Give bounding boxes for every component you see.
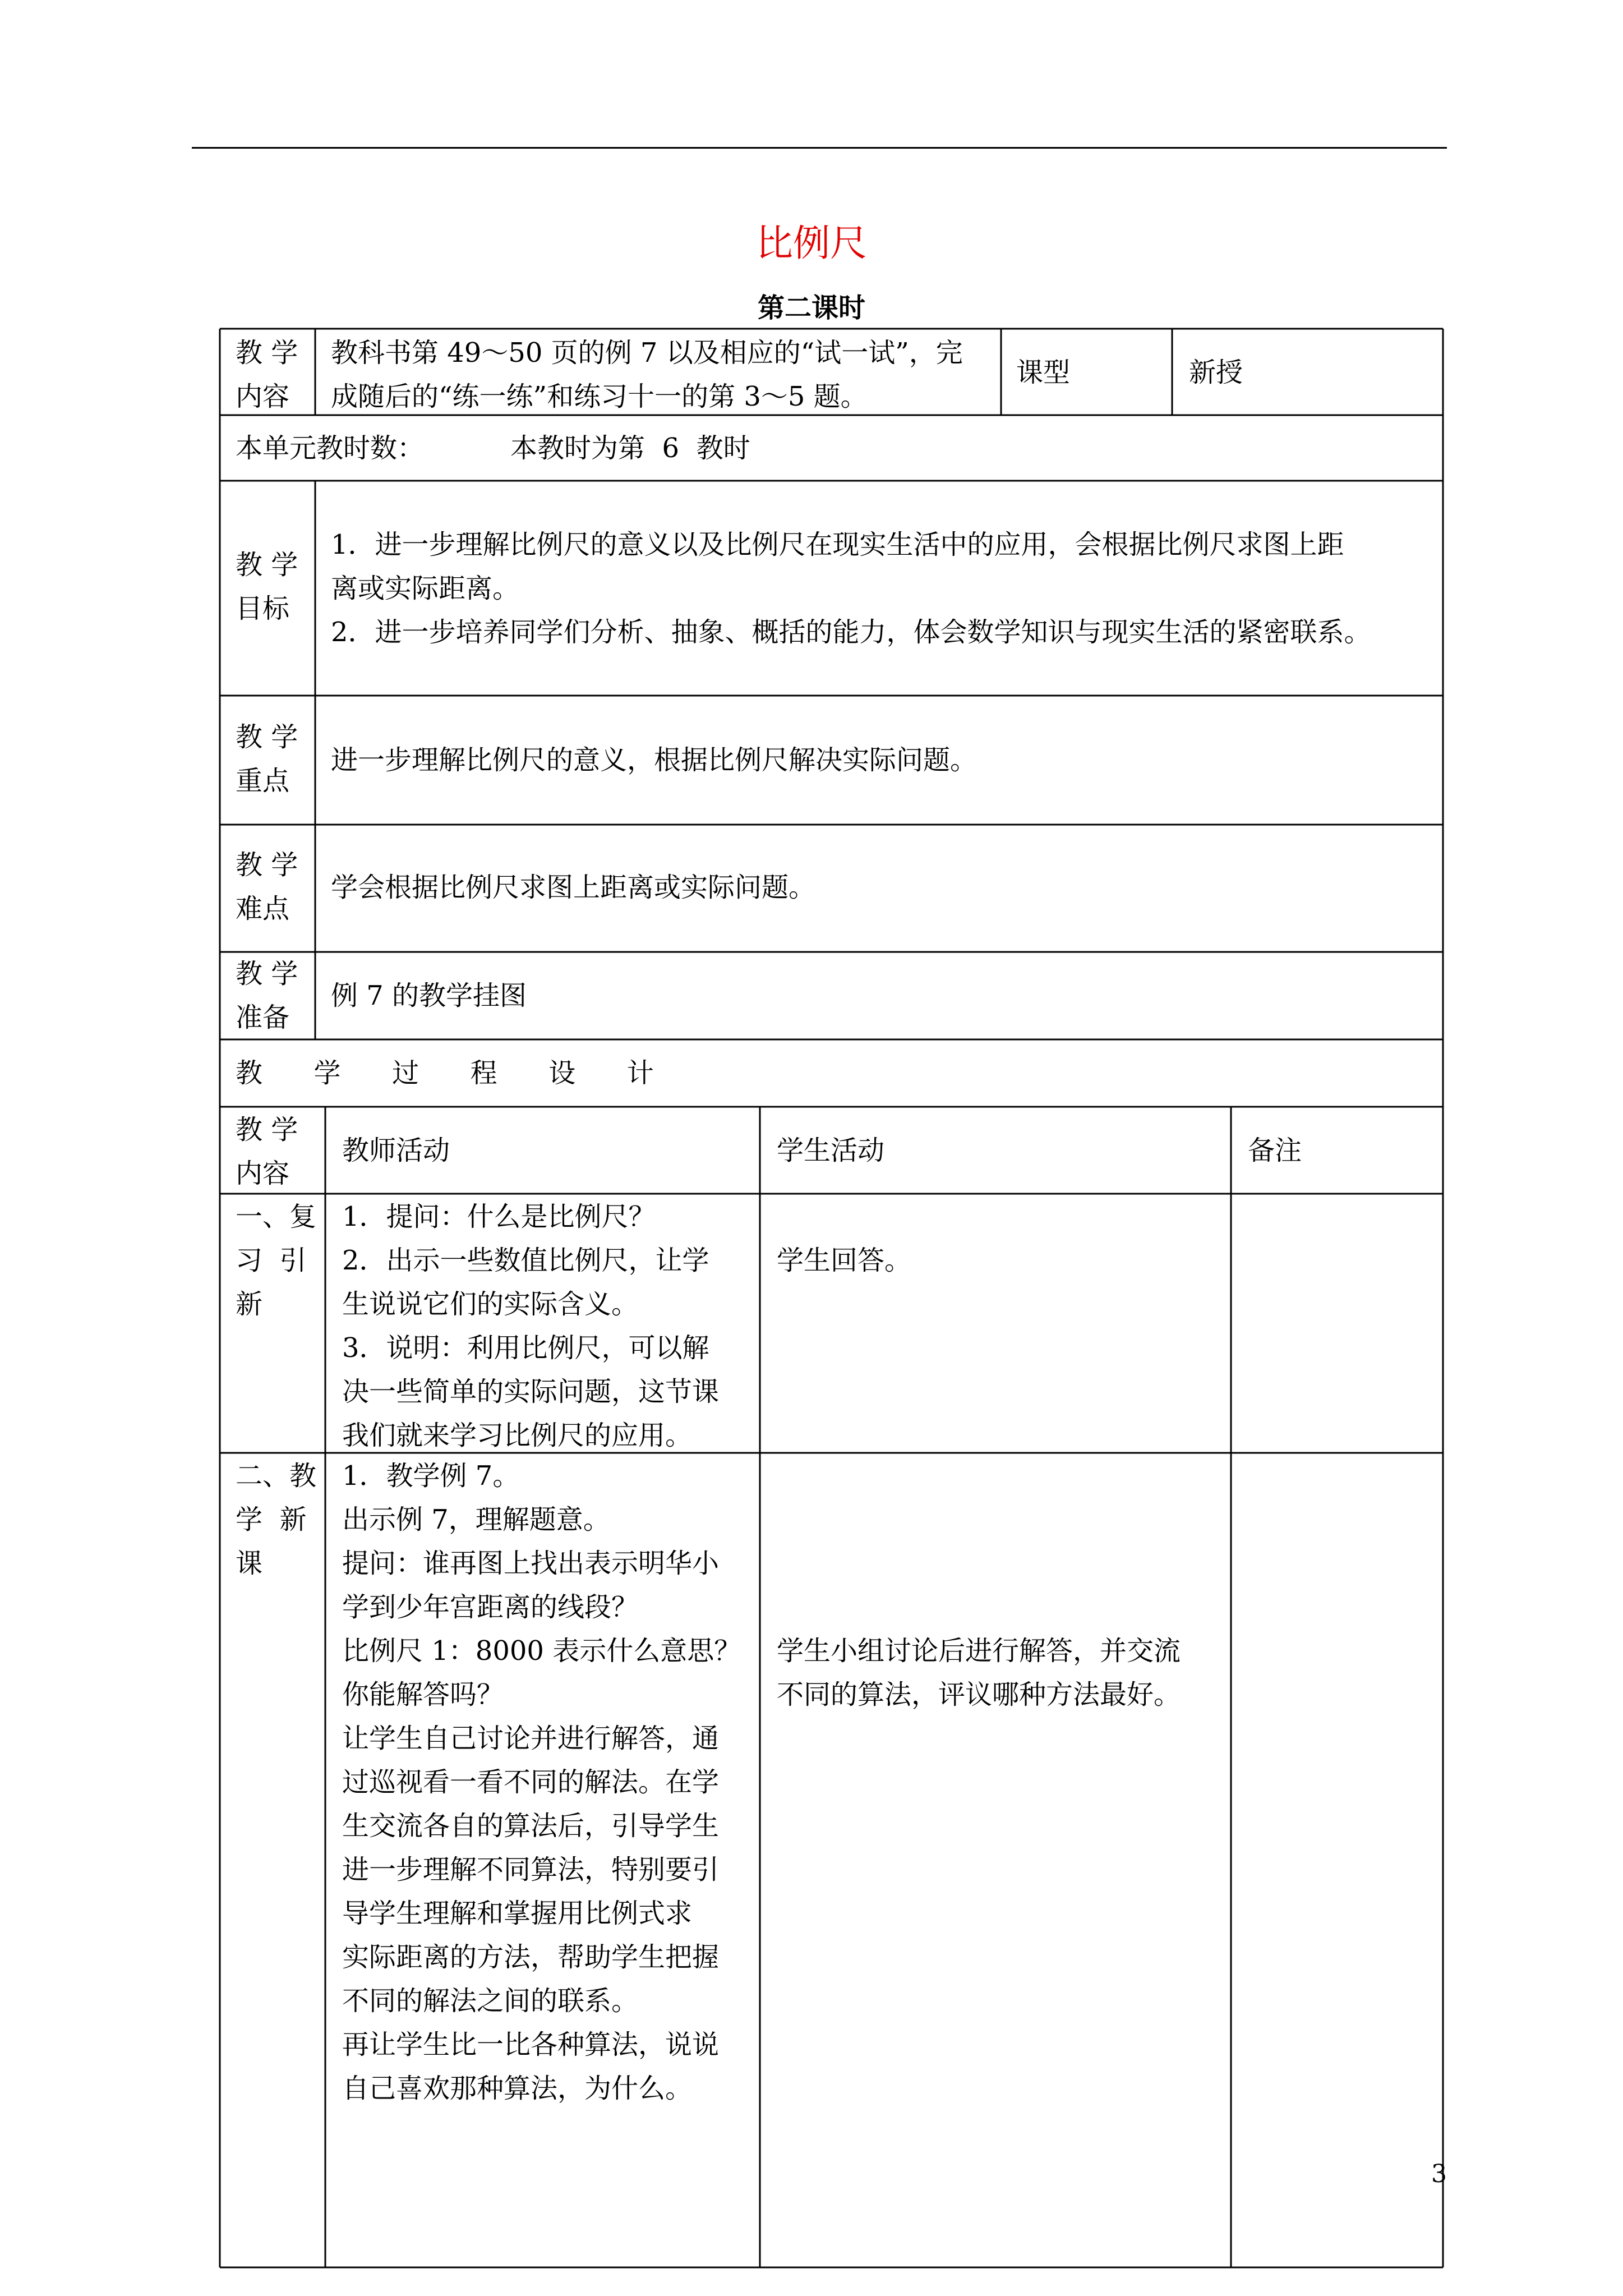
section2-teacher-line1: 1．教学例 7。 xyxy=(342,1460,520,1492)
section1-teacher-line3: 生说说它们的实际含义。 xyxy=(342,1289,639,1320)
section1-teacher-line1: 1．提问：什么是比例尺？ xyxy=(342,1201,656,1232)
content-text-line2: 成随后的“练一练”和练习十一的第 3～5 题。 xyxy=(331,381,868,412)
section2-teacher-line6: 你能解答吗？ xyxy=(342,1679,504,1710)
content-label-line2: 内容 xyxy=(236,381,290,412)
difficulty-label-line1: 教 学 xyxy=(236,849,298,881)
key-label-line2: 重点 xyxy=(236,765,290,797)
section2-label-line1: 二、教 xyxy=(236,1460,317,1492)
goal-1-line1: 1．进一步理解比例尺的意义以及比例尺在现实生活中的应用，会根据比例尺求图上距 xyxy=(331,529,1344,560)
section2-teacher-line10: 进一步理解不同算法，特别要引 xyxy=(342,1854,720,1885)
col-header-content-line1: 教 学 xyxy=(236,1114,298,1145)
difficulty-text: 学会根据比例尺求图上距离或实际问题。 xyxy=(331,872,816,903)
section1-label-line3: 新 xyxy=(236,1289,263,1320)
key-text: 进一步理解比例尺的意义，根据比例尺解决实际问题。 xyxy=(331,744,978,776)
col-header-content-line2: 内容 xyxy=(236,1158,290,1189)
section2-teacher-line15: 自己喜欢那种算法，为什么。 xyxy=(342,2073,693,2104)
section2-teacher-line14: 再让学生比一比各种算法，说说 xyxy=(342,2029,720,2060)
section1-label-line2: 习 引 xyxy=(236,1245,307,1276)
col-header-notes: 备注 xyxy=(1248,1135,1302,1166)
goal-1-line2: 离或实际距离。 xyxy=(331,573,520,604)
section2-teacher-line12: 实际距离的方法，帮助学生把握 xyxy=(342,1941,720,1973)
section1-teacher-line5: 决一些简单的实际问题，这节课 xyxy=(342,1376,720,1407)
lesson-type-label: 课型 xyxy=(1016,357,1071,388)
section2-teacher-line8: 过巡视看一看不同的解法。在学 xyxy=(342,1766,720,1798)
section2-label-line2: 学 新 xyxy=(236,1504,307,1535)
col-header-student: 学生活动 xyxy=(777,1135,885,1166)
goal-label-line1: 教 学 xyxy=(236,549,298,581)
this-hour-label: 本教时为第 6 教时 xyxy=(510,432,750,464)
section2-teacher-line2: 出示例 7，理解题意。 xyxy=(342,1504,610,1535)
section2-teacher-line4: 学到少年宫距离的线段？ xyxy=(342,1591,639,1623)
goal-2: 2．进一步培养同学们分析、抽象、概括的能力，体会数学知识与现实生活的紧密联系。 xyxy=(331,616,1371,648)
prep-label-line1: 教 学 xyxy=(236,958,298,990)
section1-teacher-line6: 我们就来学习比例尺的应用。 xyxy=(342,1420,693,1451)
section2-teacher-line9: 生交流各自的算法后，引导学生 xyxy=(342,1810,720,1842)
section1-teacher-line4: 3．说明：利用比例尺，可以解 xyxy=(342,1332,709,1364)
page-title: 比例尺 xyxy=(756,222,867,265)
section1-student: 学生回答。 xyxy=(777,1245,912,1276)
section2-label-line3: 课 xyxy=(236,1548,263,1579)
section2-student-line1: 学生小组讨论后进行解答，并交流 xyxy=(777,1635,1181,1667)
prep-text: 例 7 的教学挂图 xyxy=(331,980,527,1011)
section2-student-line2: 不同的算法，评议哪种方法最好。 xyxy=(777,1679,1181,1710)
section2-teacher-line7: 让学生自己讨论并进行解答，通 xyxy=(342,1723,720,1754)
process-title: 教 学 过 程 设 计 xyxy=(236,1057,654,1089)
header-rule xyxy=(192,147,1447,149)
section1-teacher-line2: 2．出示一些数值比例尺，让学 xyxy=(342,1245,709,1276)
content-text-line1: 教科书第 49～50 页的例 7 以及相应的“试一试”，完 xyxy=(331,337,963,369)
goal-label-line2: 目标 xyxy=(236,593,290,624)
section2-teacher-line11: 导学生理解和掌握用比例式求 xyxy=(342,1898,693,1929)
section2-teacher-line3: 提问：谁再图上找出表示明华小 xyxy=(342,1548,720,1579)
section2-teacher-line13: 不同的解法之间的联系。 xyxy=(342,1985,639,2017)
col-header-teacher: 教师活动 xyxy=(342,1135,450,1166)
section2-teacher-line5: 比例尺 1：8000 表示什么意思？ xyxy=(342,1635,741,1667)
unit-hours-label: 本单元教时数： xyxy=(236,432,425,464)
section1-label-line1: 一、复 xyxy=(236,1201,317,1232)
lesson-type-value: 新授 xyxy=(1189,357,1243,388)
difficulty-label-line2: 难点 xyxy=(236,893,290,924)
page-number: 3 xyxy=(1431,2160,1447,2188)
prep-label-line2: 准备 xyxy=(236,1002,290,1033)
content-label-line1: 教 学 xyxy=(236,337,298,369)
key-label-line1: 教 学 xyxy=(236,721,298,753)
lesson-subtitle: 第二课时 xyxy=(757,292,865,324)
